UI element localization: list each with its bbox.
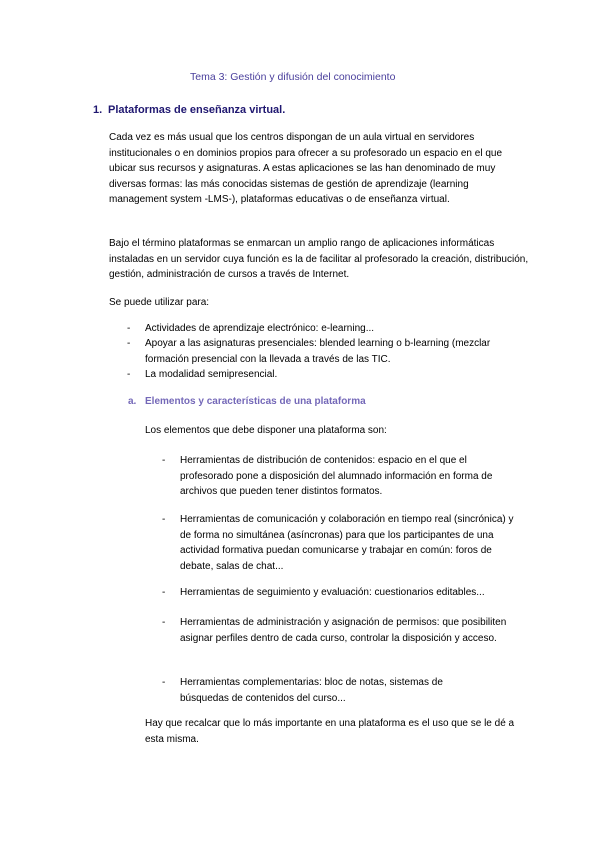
section-heading xyxy=(93,104,285,116)
list-bullet: - xyxy=(162,587,166,598)
document-title: Tema 3: Gestión y difusión del conocimiento xyxy=(190,71,396,83)
list-item: Herramientas de seguimiento y evaluación: cuestionarios editables... xyxy=(180,587,485,598)
list-bullet: - xyxy=(127,323,131,334)
section-number: 1. xyxy=(93,104,103,116)
list-item: La modalidad semipresencial. xyxy=(145,369,278,380)
list-item: Actividades de aprendizaje electrónico: e-learning... xyxy=(145,323,375,334)
list-item: Herramientas de administración y asignación de permisos: que posibiliten asignar perfiles dentro de cada curso, controlar la disposición y acceso. xyxy=(180,617,507,644)
subsection-intro: Los elementos que debe disponer una plataforma son: xyxy=(145,425,387,436)
paragraph-2: Bajo el término plataformas se enmarcan un amplio rango de aplicaciones informáticas instaladas en un servidor cuya función es la de facilitar al profesorado la creación, distribución, gestión, administración de cursos a través de Internet. xyxy=(109,238,529,280)
section-heading-text: Plataformas de enseñanza virtual. xyxy=(108,104,286,116)
paragraph-1: Cada vez es más usual que los centros dispongan de un aula virtual en servidores institucionales o en dominios propios para ofrecer a su profesorado un espacio en el que ubicar sus recursos y asignaturas. A estas aplicaciones se las han denominado de muy diversas formas: las más conocidas sistemas de gestión de aprendizaje (learning management system -LMS-), plataformas educativas o de enseñanza virtual. xyxy=(109,132,503,205)
list-item: Herramientas complementarias: bloc de notas, sistemas de búsquedas de contenidos del curso... xyxy=(180,677,443,704)
conclusion-paragraph: Hay que recalcar que lo más importante en una plataforma es el uso que se le dé a esta misma. xyxy=(145,718,515,745)
list-item: Apoyar a las asignaturas presenciales: blended learning o b-learning (mezclar formación presencial con la llevada a través de las TIC. xyxy=(145,338,491,365)
list-bullet: - xyxy=(162,514,166,525)
subsection-letter: a. xyxy=(128,396,137,407)
list-bullet: - xyxy=(127,369,131,380)
subsection-heading xyxy=(128,396,366,407)
list-item: Herramientas de comunicación y colaboración en tiempo real (sincrónica) y de forma no simultánea (asíncronas) para que los participantes de una actividad formativa puedan comunicarse y trabajar en común: foros de debate, salas de chat... xyxy=(180,514,514,572)
list-bullet: - xyxy=(127,338,131,349)
list-bullet: - xyxy=(162,617,166,628)
list-item: Herramientas de distribución de contenidos: espacio en el que el profesorado pone a disposición del alumnado información en forma de archivos que pueden tener distintos formatos. xyxy=(180,455,493,497)
paragraph-3: Se puede utilizar para: xyxy=(109,297,210,308)
subsection-heading-text: Elementos y características de una plataforma xyxy=(145,396,366,407)
list-bullet: - xyxy=(162,455,166,466)
list-bullet: - xyxy=(162,677,166,688)
